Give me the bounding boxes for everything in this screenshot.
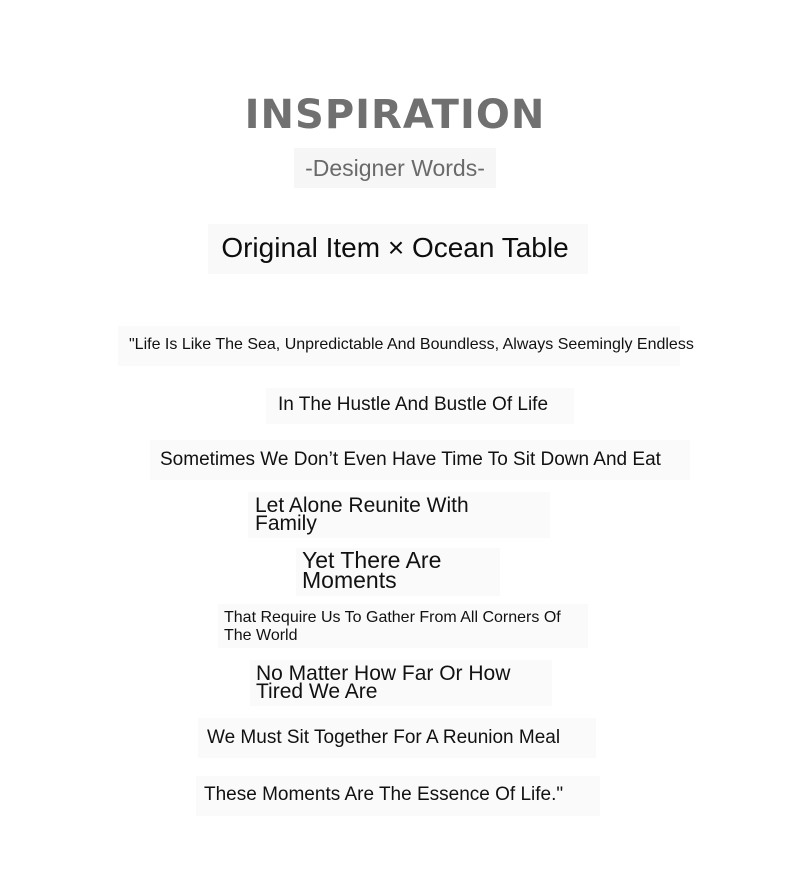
page-subtitle: -Designer Words- [305,155,485,181]
quote-line-1: "Life Is Like The Sea, Unpredictable And Boundless, Always Seemingly Endless [129,336,694,353]
quote-line-8: We Must Sit Together For A Reunion Meal [207,727,561,748]
quote-line-3: Sometimes We Don’t Even Have Time To Sit Down And Eat [160,449,661,470]
quote-line-9: These Moments Are The Essence Of Life." [204,784,564,805]
page-title: INSPIRATION [244,92,546,138]
quote-line-6: That Require Us To Gather From All Corners Of The World [224,609,561,644]
quote-line-5: Yet There Are Moments [302,547,442,593]
quote-line-7: No Matter How Far Or How Tired We Are [256,662,511,703]
quote-line-2: In The Hustle And Bustle Of Life [278,394,549,415]
item-title: Original Item × Ocean Table [221,232,569,263]
quote-line-4: Let Alone Reunite With Family [255,494,469,535]
